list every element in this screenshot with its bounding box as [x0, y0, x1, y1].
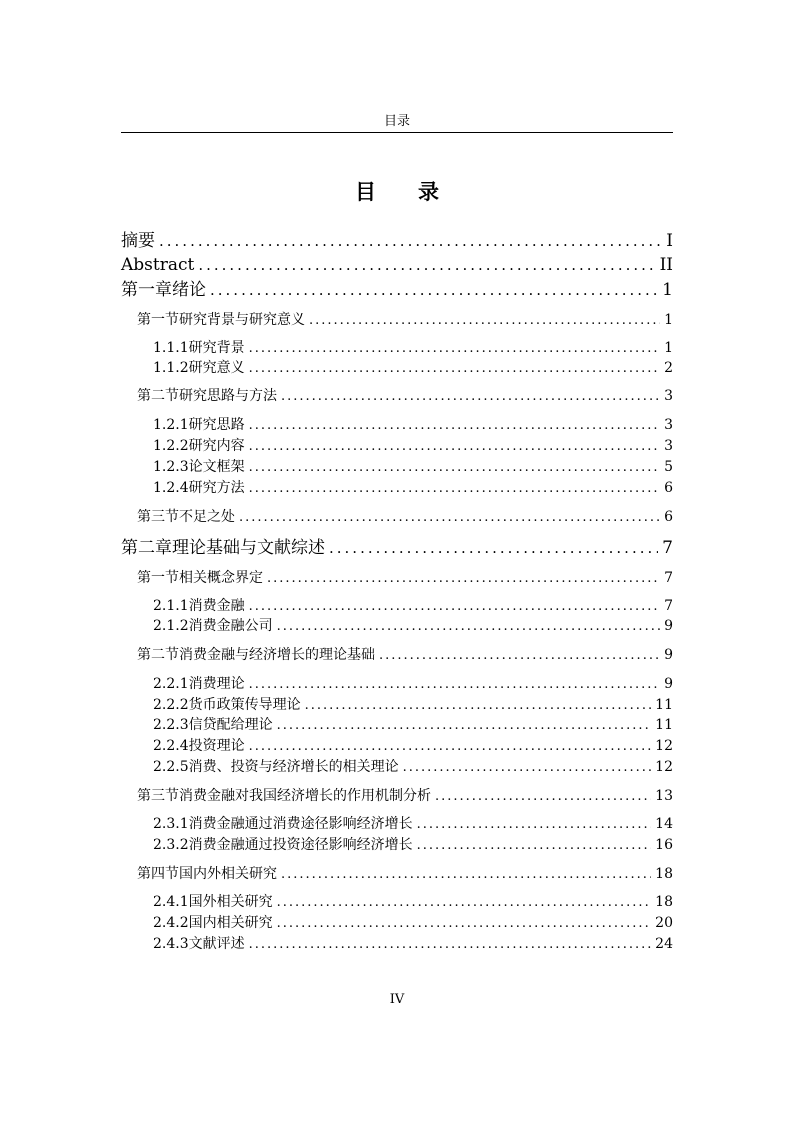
toc-entry-page: 6: [664, 509, 673, 525]
toc-entry-number: 2.2.3: [153, 717, 189, 733]
toc-entry-page: 3: [664, 417, 673, 433]
dot-leader: [249, 676, 660, 694]
toc-entry-page: 3: [664, 388, 673, 404]
toc-entry-page: 14: [655, 816, 673, 832]
toc-entry-page: 7: [664, 598, 673, 614]
dot-leader: [267, 570, 660, 588]
dot-leader: [249, 936, 652, 954]
toc-entry-page: 24: [655, 936, 673, 952]
dot-leader: [249, 340, 660, 358]
toc-entry-number: 1.2.2: [153, 438, 189, 454]
toc-entry[interactable]: [153, 597, 673, 616]
toc-entry-number: 第一节: [137, 312, 179, 328]
toc-entry[interactable]: [153, 935, 673, 954]
toc-entry-number: 第一节: [137, 570, 179, 586]
toc-entry-label: 国内相关研究: [188, 915, 273, 931]
toc-entry-label: 研究思路: [188, 417, 245, 433]
toc-entry[interactable]: [153, 617, 673, 636]
toc-entry-page: 9: [664, 647, 673, 663]
toc-entry-number: 1.1.2: [153, 360, 189, 376]
toc-entry-number: 1.2.1: [153, 417, 189, 433]
toc-entry[interactable]: [153, 437, 673, 456]
toc-entry[interactable]: [137, 787, 673, 806]
toc-entry[interactable]: [137, 646, 673, 665]
toc-entry[interactable]: [121, 254, 673, 276]
toc-entry-label: 消费金融公司: [188, 618, 273, 634]
toc-entry-number: 第四节: [137, 866, 179, 882]
toc-entry[interactable]: [137, 865, 673, 884]
toc-entry-page: 18: [655, 866, 673, 882]
toc-entry[interactable]: [137, 508, 673, 527]
toc-entry-page: 9: [664, 676, 673, 692]
dot-leader: [249, 480, 660, 498]
dot-leader: [249, 360, 660, 378]
toc-entry-label: 论文框架: [188, 459, 245, 475]
toc-entry[interactable]: [121, 279, 673, 301]
toc-entry[interactable]: [153, 359, 673, 378]
toc-entry[interactable]: [153, 458, 673, 477]
toc-entry-label: 研究思路与方法: [179, 388, 277, 404]
toc-entry-label: 相关概念界定: [179, 570, 263, 586]
dot-leader: [379, 647, 660, 665]
dot-leader: [329, 537, 658, 559]
toc-entry-label: 理论基础与文献综述: [172, 538, 325, 558]
toc-entry-label: 消费金融与经济增长的理论基础: [179, 647, 375, 663]
header-rule: [121, 132, 673, 133]
toc-entry[interactable]: [153, 758, 673, 777]
toc-entry-number: 2.2.4: [153, 738, 189, 754]
dot-leader: [417, 837, 652, 855]
toc-entry-number: 2.1.1: [153, 598, 189, 614]
toc-entry-page: 12: [655, 738, 673, 754]
toc-entry-label: 消费金融对我国经济增长的作用机制分析: [179, 788, 431, 804]
toc-entry[interactable]: [137, 569, 673, 588]
dot-leader: [239, 509, 660, 527]
toc-entry-label: 消费金融通过投资途径影响经济增长: [188, 837, 413, 853]
dot-leader: [159, 230, 662, 252]
toc-entry-label: 消费、投资与经济增长的相关理论: [188, 759, 399, 775]
toc-entry[interactable]: [153, 339, 673, 358]
toc-entry-label: 消费金融: [188, 598, 245, 614]
toc-entry[interactable]: [121, 230, 673, 252]
toc-entry-page: 13: [655, 788, 673, 804]
toc-entry-label: 摘要: [121, 231, 155, 251]
dot-leader: [277, 915, 652, 933]
dot-leader: [210, 279, 658, 301]
toc-entry-label: 研究内容: [188, 438, 245, 454]
toc-entry-page: 1: [662, 280, 673, 300]
toc-entry-number: 第三节: [137, 509, 179, 525]
toc-entry[interactable]: [153, 836, 673, 855]
toc-entry-label: 信贷配给理论: [188, 717, 273, 733]
toc-entry[interactable]: [153, 737, 673, 756]
toc-entry-page: 20: [655, 915, 673, 931]
toc-entry-page: 11: [655, 717, 673, 733]
toc-entry-number: 2.3.1: [153, 816, 189, 832]
dot-leader: [277, 894, 652, 912]
toc-entry-page: 16: [655, 837, 673, 853]
toc-entry[interactable]: [153, 675, 673, 694]
toc-entry-number: 1.2.4: [153, 480, 189, 496]
toc-entry-number: 第三节: [137, 788, 179, 804]
toc-entry-label: 文献评述: [188, 936, 245, 952]
toc-entry-label: 绪论: [172, 280, 206, 300]
toc-entry-number: 1.2.3: [153, 459, 189, 475]
toc-entry-label: 货币政策传导理论: [188, 697, 301, 713]
dot-leader: [435, 788, 651, 806]
dot-leader: [249, 459, 660, 477]
toc-entry-page: 18: [655, 894, 673, 910]
dot-leader: [309, 312, 660, 330]
toc-entry-label: 消费理论: [188, 676, 245, 692]
dot-leader: [198, 254, 655, 276]
toc-entry-label: Abstract: [121, 255, 195, 275]
toc-entry-page: 5: [664, 459, 673, 475]
toc-entry-number: 2.2.1: [153, 676, 189, 692]
toc-entry[interactable]: [137, 387, 673, 406]
toc-entry-number: 2.4.1: [153, 894, 189, 910]
page-number: IV: [389, 992, 405, 1007]
toc-entry[interactable]: [137, 311, 673, 330]
toc-entry-page: 1: [664, 340, 673, 356]
dot-leader: [277, 618, 660, 636]
toc-entry-label: 国内外相关研究: [179, 866, 277, 882]
toc-entry-label: 不足之处: [179, 509, 235, 525]
toc-entry-number: 第二节: [137, 647, 179, 663]
toc-entry-page: 11: [655, 697, 673, 713]
toc-entry-number: 2.1.2: [153, 618, 189, 634]
toc-entry-number: 2.4.2: [153, 915, 189, 931]
dot-leader: [417, 816, 652, 834]
toc-entry[interactable]: [153, 914, 673, 933]
toc-entry[interactable]: [153, 716, 673, 735]
toc-entry-number: 第一章: [121, 280, 172, 300]
toc-entry-label: 研究背景与研究意义: [179, 312, 305, 328]
page-title: [121, 176, 673, 206]
dot-leader: [249, 598, 660, 616]
toc-entry-number: 2.3.2: [153, 837, 189, 853]
toc-entry-page: 2: [664, 360, 673, 376]
toc-entry[interactable]: [121, 537, 673, 559]
toc-entry-page: 1: [664, 312, 673, 328]
dot-leader: [403, 759, 652, 777]
toc-entry-number: 第二节: [137, 388, 179, 404]
toc-entry-label: 研究方法: [188, 480, 245, 496]
toc-entry-page: 7: [662, 538, 673, 558]
toc-entry-label: 投资理论: [188, 738, 245, 754]
toc-entry[interactable]: [153, 416, 673, 435]
toc-entry-page: 7: [664, 570, 673, 586]
toc-entry-label: 研究意义: [188, 360, 245, 376]
dot-leader: [277, 717, 652, 735]
toc-entry[interactable]: [153, 479, 673, 498]
dot-leader: [249, 417, 660, 435]
toc-entry-number: 2.4.3: [153, 936, 189, 952]
toc-entry-label: 研究背景: [188, 340, 245, 356]
toc-entry[interactable]: [153, 696, 673, 715]
title-char-left: 目: [355, 180, 376, 204]
toc-entry[interactable]: [153, 893, 673, 912]
toc-entry-page: 9: [664, 618, 673, 634]
toc-entry-page: 12: [655, 759, 673, 775]
dot-leader: [281, 388, 660, 406]
dot-leader: [249, 438, 660, 456]
dot-leader: [249, 738, 652, 756]
toc-entry-page: 6: [664, 480, 673, 496]
toc-entry-page: II: [659, 255, 673, 275]
toc-entry-number: 2.2.2: [153, 697, 189, 713]
dot-leader: [281, 866, 651, 884]
toc-entry-label: 消费金融通过消费途径影响经济增长: [188, 816, 413, 832]
toc-entry-page: 3: [664, 438, 673, 454]
toc-entry-label: 国外相关研究: [188, 894, 273, 910]
toc-entry-number: 1.1.1: [153, 340, 189, 356]
dot-leader: [305, 697, 652, 715]
running-header: 目录: [383, 114, 410, 129]
toc-entry[interactable]: [153, 815, 673, 834]
toc-entry-page: I: [666, 231, 673, 251]
toc-entry-number: 第二章: [121, 538, 172, 558]
toc-entry-number: 2.2.5: [153, 759, 189, 775]
title-char-right: 录: [418, 180, 439, 204]
